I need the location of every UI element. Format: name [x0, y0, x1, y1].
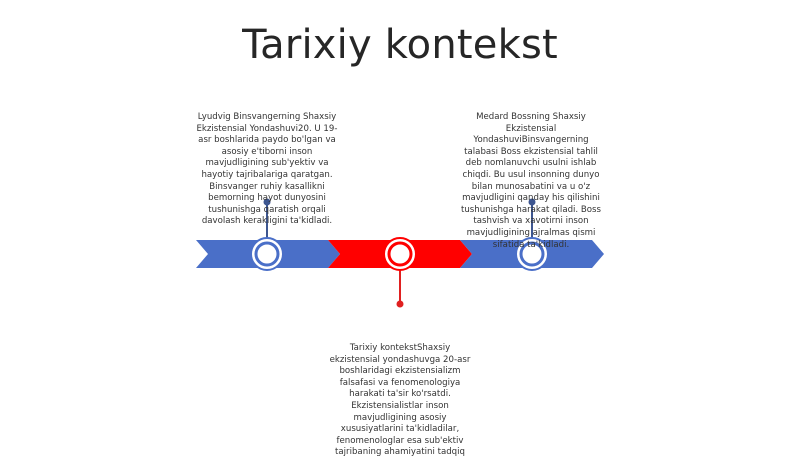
milestone-center-1 — [256, 243, 278, 265]
slide-title: Tarixiy kontekst — [242, 22, 558, 68]
timeline-item-text-3: Medard Bossning Shaxsiy Ekzistensial YondashuviBinsvangerning talabasi Boss ekzistensial tahlil deb nomlanuvchi usulni ishlab chiqdi. Bu usul insonning dunyo bilan munosabatini va u o'z mavjudligini qanday his qilishini tushunishga harakat qiladi. Boss tashvish va xavotirni inson mavjudligining ajralmas qismi sifatida ta'kidladi. — [460, 112, 601, 250]
timeline-item-text-2: Tarixiy kontekstShaxsiy ekzistensial yondashuvga 20-asr boshlaridagi ekzistensializm falsafasi va fenomenologiya harakati ta'sir ko'rsatdi. Ekzistensialistlar inson mavjudligining asosiy xususiyatlarini ta'kidladilar, fenomenologlar esa sub'ektiv tajribaning ahamiyatini tadqiq — [329, 343, 471, 458]
timeline-item-text-1: Lyudvig Binsvangerning Shaxsiy Ekzistensial Yondashuvi20. U 19-asr boshlarida paydo bo'lgan va asosiy e'tiborni inson mavjudligining sub'yektiv va hayotiy tajribalariga qaratgan. Binsvanger ruhiy kasallikni bemorning hayot dunyosini tushunishga qaratish orqali davolash kerakligini ta'kidladi. — [196, 112, 338, 227]
connector-dot-2 — [397, 301, 404, 308]
milestone-center-2 — [389, 243, 411, 265]
